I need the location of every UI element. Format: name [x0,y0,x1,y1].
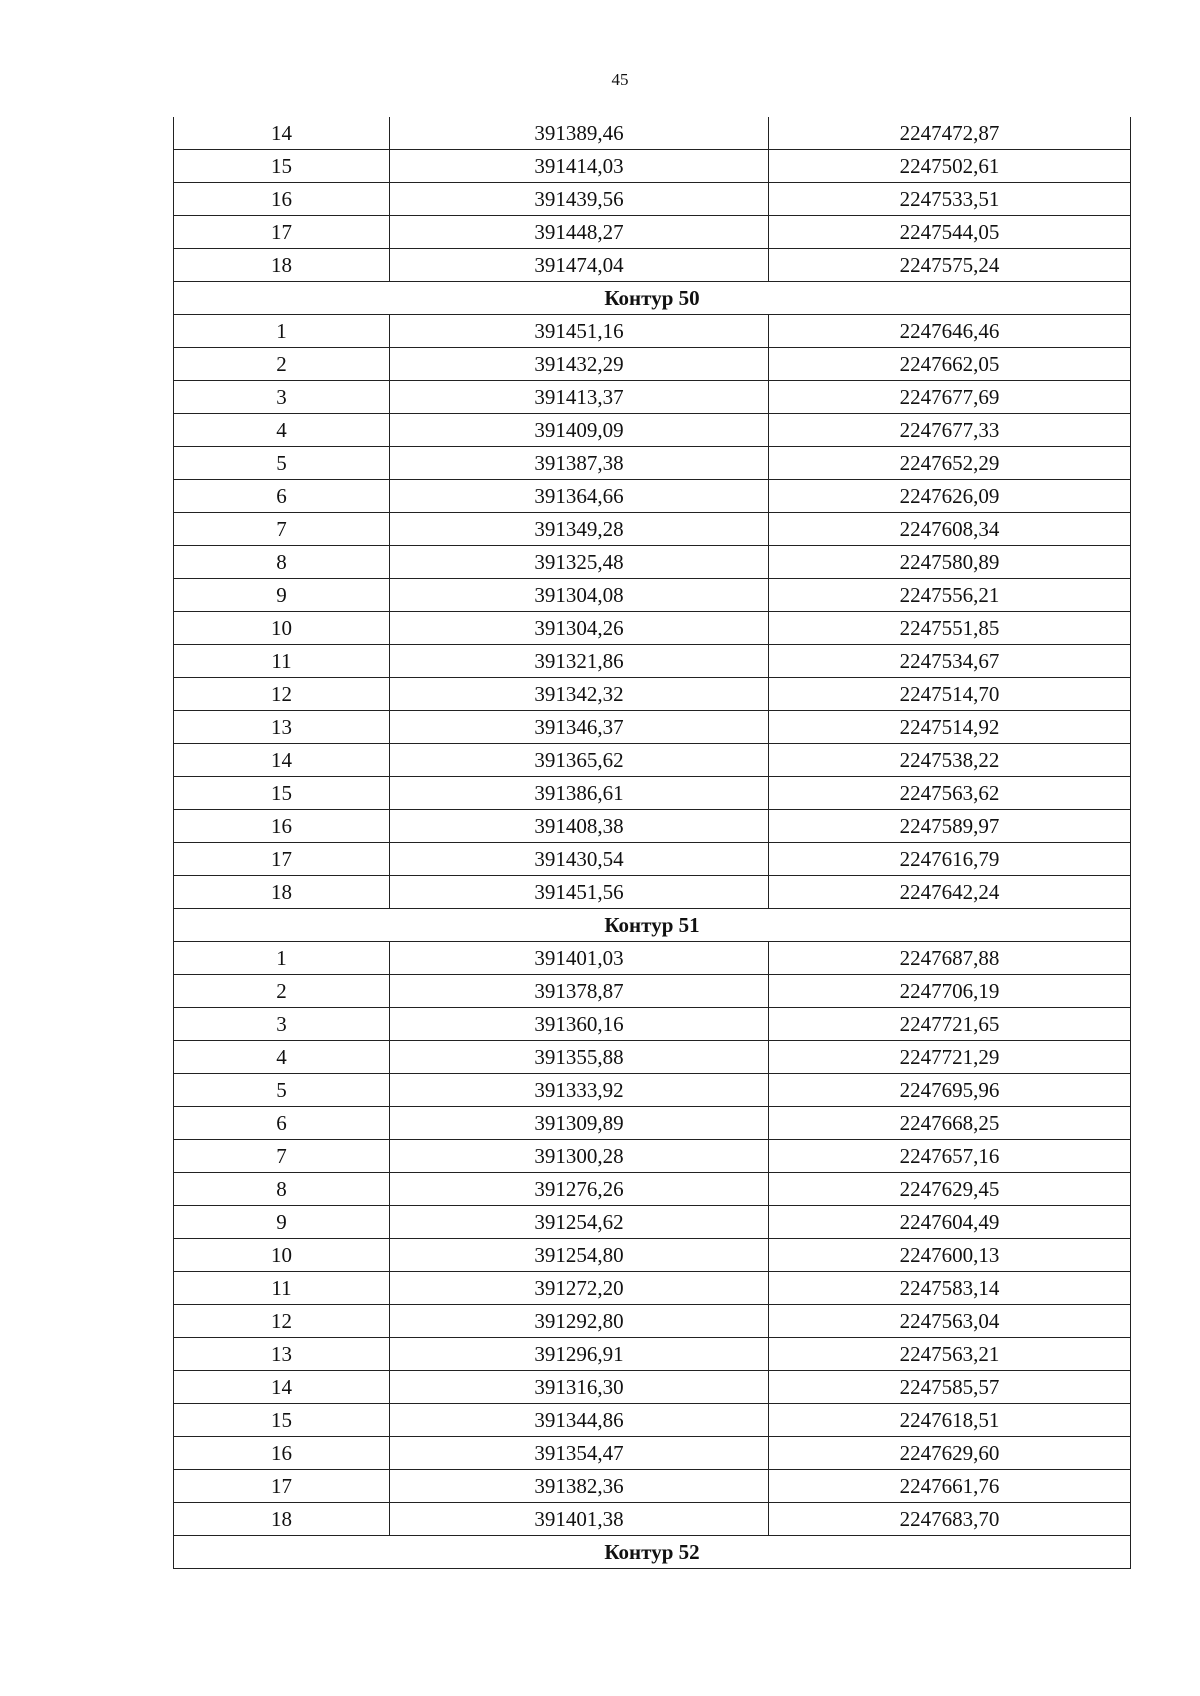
table-row [174,1338,1131,1371]
x-coordinate-cell: 391276,26 [390,1173,769,1206]
table-row [174,843,1131,876]
table-row [174,1173,1131,1206]
x-coordinate-cell: 391401,03 [390,942,769,975]
table-row [174,612,1131,645]
page-number: 45 [611,70,629,89]
x-coordinate-cell: 391254,80 [390,1239,769,1272]
point-number-cell: 17 [174,843,390,876]
table-row [174,744,1131,777]
coordinates-table [173,117,1131,1569]
y-coordinate-cell: 2247695,96 [769,1074,1131,1107]
x-coordinate-cell: 391401,38 [390,1503,769,1536]
table-row [174,777,1131,810]
x-coordinate-cell: 391382,36 [390,1470,769,1503]
point-number-cell: 9 [174,1206,390,1239]
x-coordinate-cell: 391272,20 [390,1272,769,1305]
y-coordinate-cell: 2247662,05 [769,348,1131,381]
y-coordinate-cell: 2247544,05 [769,216,1131,249]
point-number-cell: 14 [174,744,390,777]
y-coordinate-cell: 2247721,29 [769,1041,1131,1074]
x-coordinate-cell: 391309,89 [390,1107,769,1140]
table-row [174,678,1131,711]
point-number-cell: 1 [174,315,390,348]
x-coordinate-cell: 391304,08 [390,579,769,612]
table-row [174,975,1131,1008]
x-coordinate-cell: 391349,28 [390,513,769,546]
table-row [174,1008,1131,1041]
section-header-row [174,282,1131,315]
point-number-cell: 3 [174,1008,390,1041]
y-coordinate-cell: 2247629,45 [769,1173,1131,1206]
y-coordinate-cell: 2247652,29 [769,447,1131,480]
table-row [174,183,1131,216]
table-row [174,645,1131,678]
x-coordinate-cell: 391413,37 [390,381,769,414]
table-row [174,546,1131,579]
section-header-row [174,909,1131,942]
point-number-cell: 15 [174,1404,390,1437]
section-title: Контур 50 [174,282,1131,315]
y-coordinate-cell: 2247616,79 [769,843,1131,876]
y-coordinate-cell: 2247502,61 [769,150,1131,183]
y-coordinate-cell: 2247575,24 [769,249,1131,282]
x-coordinate-cell: 391325,48 [390,546,769,579]
point-number-cell: 2 [174,348,390,381]
point-number-cell: 5 [174,1074,390,1107]
point-number-cell: 8 [174,1173,390,1206]
x-coordinate-cell: 391316,30 [390,1371,769,1404]
table-row [174,1041,1131,1074]
x-coordinate-cell: 391430,54 [390,843,769,876]
point-number-cell: 4 [174,1041,390,1074]
x-coordinate-cell: 391389,46 [390,117,769,150]
y-coordinate-cell: 2247687,88 [769,942,1131,975]
table-row [174,513,1131,546]
point-number-cell: 13 [174,711,390,744]
table-row [174,942,1131,975]
y-coordinate-cell: 2247534,67 [769,645,1131,678]
y-coordinate-cell: 2247661,76 [769,1470,1131,1503]
table-row [174,1074,1131,1107]
x-coordinate-cell: 391346,37 [390,711,769,744]
table-row [174,1272,1131,1305]
point-number-cell: 16 [174,183,390,216]
table-row [174,447,1131,480]
point-number-cell: 17 [174,216,390,249]
x-coordinate-cell: 391344,86 [390,1404,769,1437]
table-row [174,1107,1131,1140]
point-number-cell: 12 [174,1305,390,1338]
table-row [174,579,1131,612]
point-number-cell: 9 [174,579,390,612]
x-coordinate-cell: 391451,16 [390,315,769,348]
table-row [174,1140,1131,1173]
x-coordinate-cell: 391292,80 [390,1305,769,1338]
y-coordinate-cell: 2247677,69 [769,381,1131,414]
x-coordinate-cell: 391386,61 [390,777,769,810]
x-coordinate-cell: 391365,62 [390,744,769,777]
x-coordinate-cell: 391409,09 [390,414,769,447]
table-row [174,117,1131,150]
x-coordinate-cell: 391354,47 [390,1437,769,1470]
table-row [174,1305,1131,1338]
y-coordinate-cell: 2247608,34 [769,513,1131,546]
x-coordinate-cell: 391342,32 [390,678,769,711]
table-row [174,480,1131,513]
table-row [174,150,1131,183]
point-number-cell: 11 [174,645,390,678]
x-coordinate-cell: 391387,38 [390,447,769,480]
table-row [174,315,1131,348]
y-coordinate-cell: 2247706,19 [769,975,1131,1008]
table-row [174,348,1131,381]
y-coordinate-cell: 2247563,62 [769,777,1131,810]
point-number-cell: 18 [174,876,390,909]
x-coordinate-cell: 391474,04 [390,249,769,282]
point-number-cell: 2 [174,975,390,1008]
coordinates-table-body [174,117,1131,1569]
point-number-cell: 5 [174,447,390,480]
y-coordinate-cell: 2247580,89 [769,546,1131,579]
table-row [174,216,1131,249]
point-number-cell: 16 [174,1437,390,1470]
point-number-cell: 15 [174,777,390,810]
y-coordinate-cell: 2247514,70 [769,678,1131,711]
x-coordinate-cell: 391448,27 [390,216,769,249]
y-coordinate-cell: 2247585,57 [769,1371,1131,1404]
table-row [174,1404,1131,1437]
table-row [174,1239,1131,1272]
point-number-cell: 16 [174,810,390,843]
table-row [174,810,1131,843]
y-coordinate-cell: 2247618,51 [769,1404,1131,1437]
y-coordinate-cell: 2247721,65 [769,1008,1131,1041]
x-coordinate-cell: 391296,91 [390,1338,769,1371]
x-coordinate-cell: 391451,56 [390,876,769,909]
y-coordinate-cell: 2247626,09 [769,480,1131,513]
y-coordinate-cell: 2247677,33 [769,414,1131,447]
point-number-cell: 12 [174,678,390,711]
x-coordinate-cell: 391300,28 [390,1140,769,1173]
table-row [174,414,1131,447]
table-row [174,711,1131,744]
y-coordinate-cell: 2247514,92 [769,711,1131,744]
x-coordinate-cell: 391304,26 [390,612,769,645]
section-title: Контур 51 [174,909,1131,942]
y-coordinate-cell: 2247604,49 [769,1206,1131,1239]
x-coordinate-cell: 391355,88 [390,1041,769,1074]
point-number-cell: 1 [174,942,390,975]
point-number-cell: 15 [174,150,390,183]
y-coordinate-cell: 2247657,16 [769,1140,1131,1173]
section-title: Контур 52 [174,1536,1131,1569]
table-row [174,1503,1131,1536]
point-number-cell: 6 [174,1107,390,1140]
point-number-cell: 18 [174,1503,390,1536]
y-coordinate-cell: 2247642,24 [769,876,1131,909]
y-coordinate-cell: 2247646,46 [769,315,1131,348]
x-coordinate-cell: 391439,56 [390,183,769,216]
point-number-cell: 17 [174,1470,390,1503]
table-row [174,1470,1131,1503]
y-coordinate-cell: 2247538,22 [769,744,1131,777]
x-coordinate-cell: 391414,03 [390,150,769,183]
x-coordinate-cell: 391364,66 [390,480,769,513]
y-coordinate-cell: 2247556,21 [769,579,1131,612]
x-coordinate-cell: 391333,92 [390,1074,769,1107]
y-coordinate-cell: 2247551,85 [769,612,1131,645]
y-coordinate-cell: 2247563,04 [769,1305,1131,1338]
x-coordinate-cell: 391254,62 [390,1206,769,1239]
y-coordinate-cell: 2247668,25 [769,1107,1131,1140]
table-row [174,1206,1131,1239]
x-coordinate-cell: 391378,87 [390,975,769,1008]
point-number-cell: 4 [174,414,390,447]
table-row [174,1371,1131,1404]
y-coordinate-cell: 2247683,70 [769,1503,1131,1536]
x-coordinate-cell: 391432,29 [390,348,769,381]
y-coordinate-cell: 2247563,21 [769,1338,1131,1371]
point-number-cell: 8 [174,546,390,579]
table-row [174,249,1131,282]
point-number-cell: 3 [174,381,390,414]
table-row [174,381,1131,414]
point-number-cell: 13 [174,1338,390,1371]
section-header-row [174,1536,1131,1569]
table-row [174,876,1131,909]
point-number-cell: 6 [174,480,390,513]
point-number-cell: 14 [174,1371,390,1404]
x-coordinate-cell: 391321,86 [390,645,769,678]
table-row [174,1437,1131,1470]
y-coordinate-cell: 2247583,14 [769,1272,1131,1305]
point-number-cell: 10 [174,1239,390,1272]
point-number-cell: 14 [174,117,390,150]
x-coordinate-cell: 391408,38 [390,810,769,843]
point-number-cell: 10 [174,612,390,645]
y-coordinate-cell: 2247472,87 [769,117,1131,150]
point-number-cell: 7 [174,513,390,546]
y-coordinate-cell: 2247589,97 [769,810,1131,843]
y-coordinate-cell: 2247600,13 [769,1239,1131,1272]
point-number-cell: 11 [174,1272,390,1305]
point-number-cell: 18 [174,249,390,282]
x-coordinate-cell: 391360,16 [390,1008,769,1041]
y-coordinate-cell: 2247533,51 [769,183,1131,216]
point-number-cell: 7 [174,1140,390,1173]
y-coordinate-cell: 2247629,60 [769,1437,1131,1470]
